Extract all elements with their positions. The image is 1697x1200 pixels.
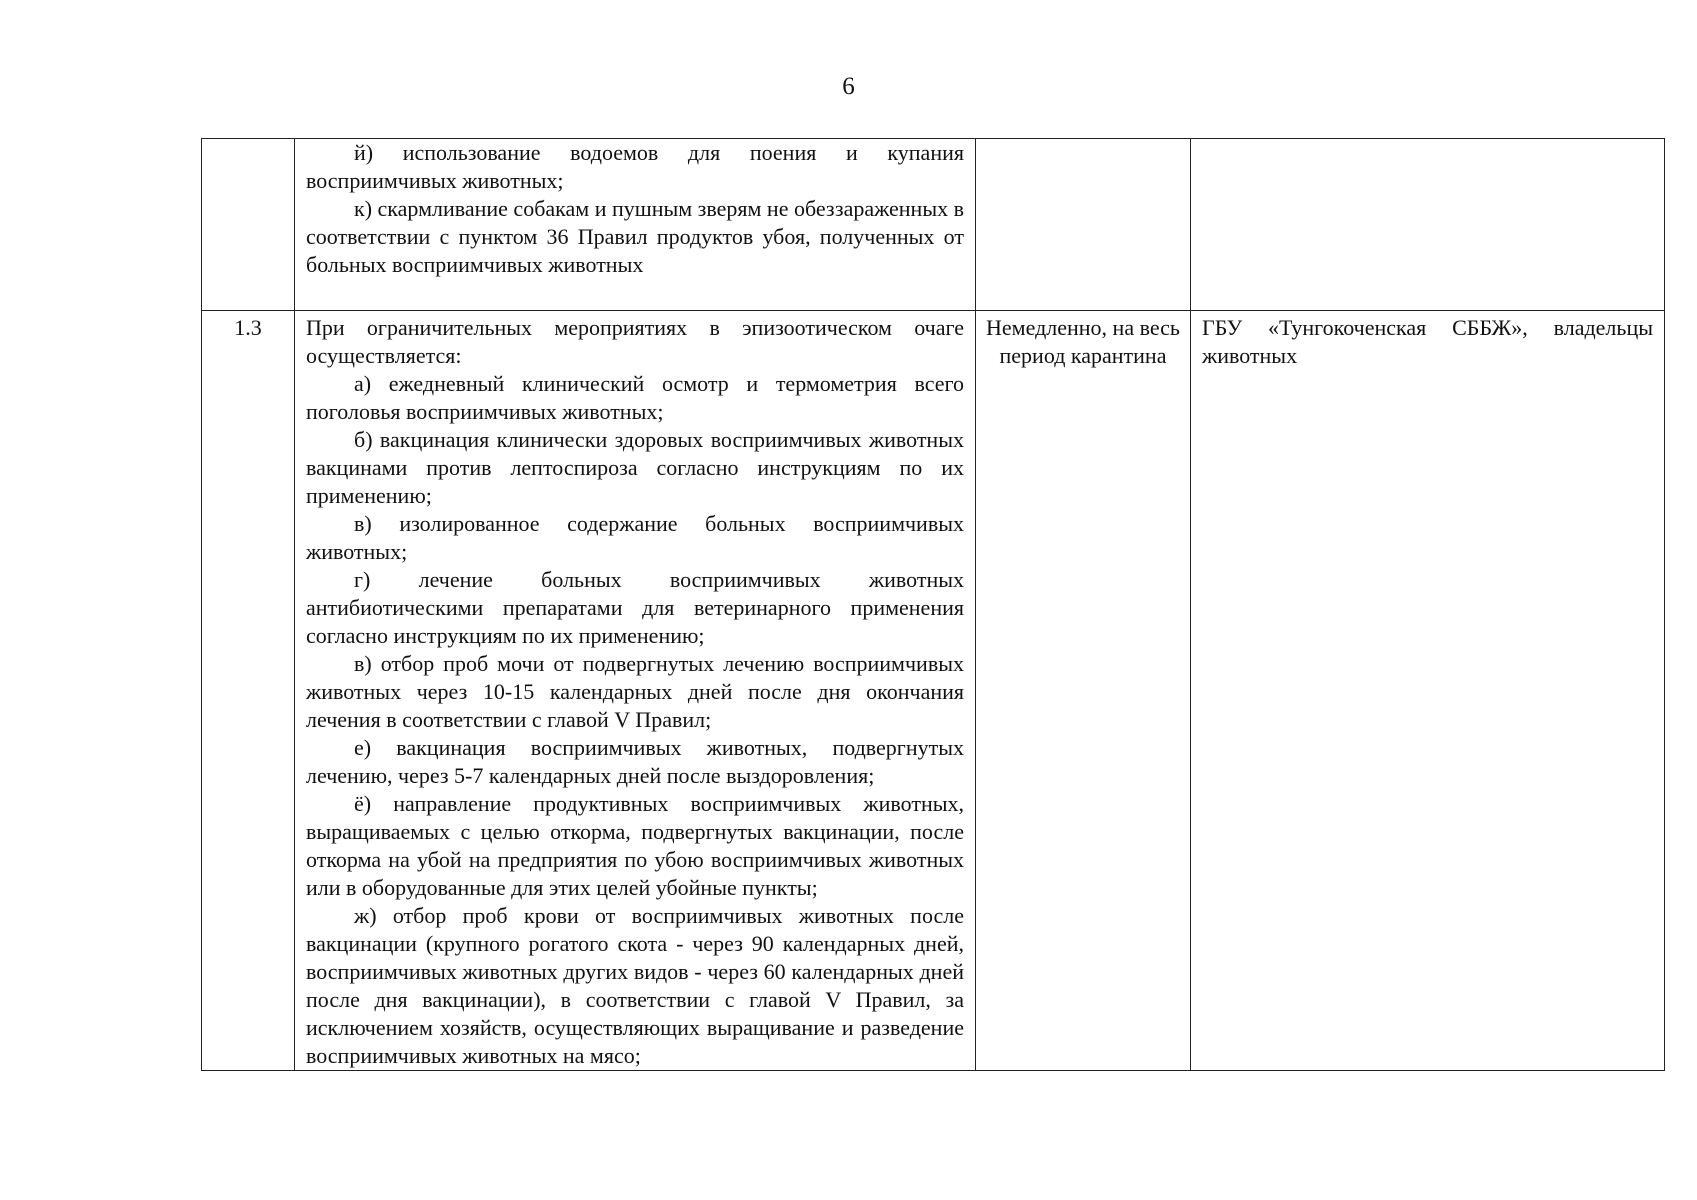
measure-text-cell: [295, 311, 976, 1071]
measure-paragraph: в) изолированное содержание больных восприимчивых животных;: [306, 511, 964, 564]
measure-paragraph: в) отбор проб мочи от подвергнутых лечению восприимчивых животных через 10-15 календарных дней после дня окончания лечения в соответствии с главой V Правил;: [306, 651, 964, 732]
row-number: 1.3: [202, 311, 295, 1071]
measure-text-cell: [295, 139, 976, 311]
measure-paragraph: а) ежедневный клинический осмотр и термометрия всего поголовья восприимчивых животных;: [306, 371, 964, 424]
row-number: [202, 139, 295, 311]
measure-intro: При ограничительных мероприятиях в эпизоотическом очаге осуществляется:: [306, 315, 964, 368]
table-row: [202, 311, 1665, 1071]
measure-paragraph: ж) отбор проб крови от восприимчивых животных после вакцинации (крупного рогатого скота - через 90 календарных дней, восприимчивых животных других видов - через 60 календарных дней после дня вакцинации), в соответствии с главой V Правил, за исключением хозяйств, осуществляющих выращивание и разведение восприимчивых животных на мясо;: [306, 903, 964, 1068]
term-cell: Немедленно, на весь период карантина: [976, 311, 1191, 1071]
table-row: [202, 139, 1665, 311]
measure-paragraph: ё) направление продуктивных восприимчивых животных, выращиваемых с целью откорма, подвергнутых вакцинации, после откорма на убой на предприятия по убою восприимчивых животных или в оборудованные для этих целей убойные пункты;: [306, 791, 964, 900]
measure-paragraph: й) использование водоемов для поения и купания восприимчивых животных;: [306, 140, 964, 193]
term-cell: [976, 139, 1191, 311]
responsible-cell: [1191, 139, 1665, 311]
responsible-cell: ГБУ «Тунгокоченская СББЖ», владельцы животных: [1191, 311, 1665, 1071]
measure-paragraph: б) вакцинация клинически здоровых восприимчивых животных вакцинами против лептоспироза согласно инструкциям по их применению;: [306, 427, 964, 508]
measure-paragraph: г) лечение больных восприимчивых животных антибиотическими препаратами для ветеринарного применения согласно инструкциям по их применению;: [306, 567, 964, 648]
measure-paragraph: к) скармливание собакам и пушным зверям не обеззараженных в соответствии с пунктом 36 Правил продуктов убоя, полученных от больных восприимчивых животных: [306, 196, 964, 277]
measure-paragraph: е) вакцинация восприимчивых животных, подвергнутых лечению, через 5-7 календарных дней после выздоровления;: [306, 735, 964, 788]
measures-table: [201, 138, 1665, 1071]
page-number: 6: [842, 73, 855, 100]
